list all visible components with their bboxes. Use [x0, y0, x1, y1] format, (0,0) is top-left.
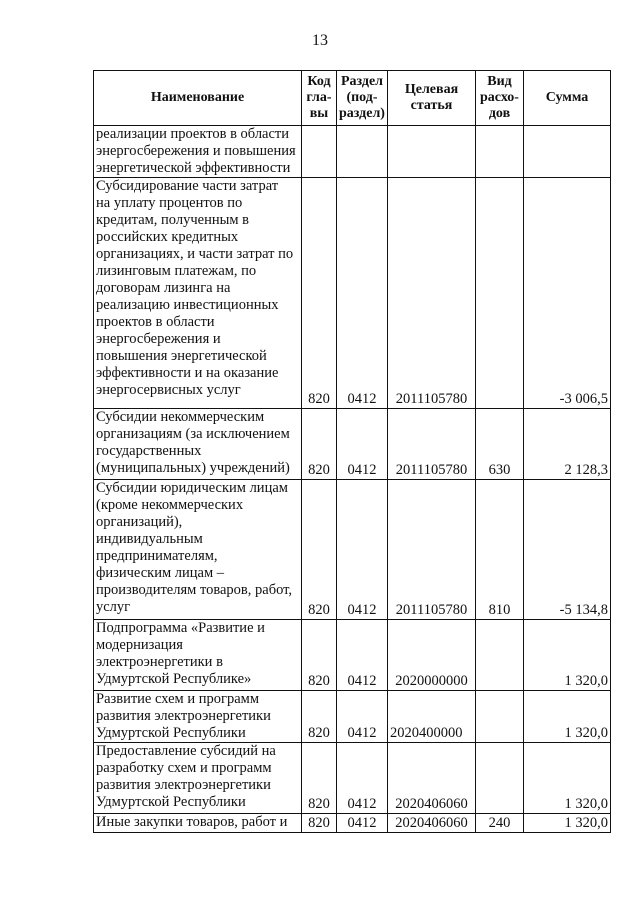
row-target: 2020406060 — [388, 814, 476, 833]
header-target-article: Целевая статья — [388, 71, 476, 126]
row-section: 0412 — [337, 480, 388, 620]
row-name: Подпрограмма «Развитие и модернизация электроэнергетики в Удмуртской Республике» — [94, 620, 302, 691]
row-name: Субсидирование части затрат на уплату процентов по кредитам, полученным в российских кредитных организациях, и части затрат по лизинговым платежам, по договорам лизинга на реализацию инвестиционных проектов в области энергосбережения и повышения энергетической эффективности и на оказание энергосервисных услуг — [94, 178, 302, 409]
table-row — [94, 126, 611, 178]
table-row — [94, 620, 611, 691]
row-chapter: 820 — [302, 814, 337, 833]
row-amount: 1 320,0 — [524, 691, 611, 743]
table-row — [94, 409, 611, 480]
header-expense-type: Вид расхо- дов — [476, 71, 524, 126]
row-section — [337, 126, 388, 178]
row-target: 2011105780 — [388, 409, 476, 480]
row-expense-type: 810 — [476, 480, 524, 620]
row-expense-type — [476, 178, 524, 409]
table-row — [94, 814, 611, 833]
row-amount: 1 320,0 — [524, 620, 611, 691]
header-section: Раздел (под- раздел) — [337, 71, 388, 126]
row-section: 0412 — [337, 691, 388, 743]
row-name: Иные закупки товаров, работ и — [94, 814, 302, 833]
row-amount: 1 320,0 — [524, 814, 611, 833]
row-expense-type: 630 — [476, 409, 524, 480]
row-amount — [524, 126, 611, 178]
row-expense-type — [476, 620, 524, 691]
row-amount: 2 128,3 — [524, 409, 611, 480]
row-chapter: 820 — [302, 409, 337, 480]
row-section: 0412 — [337, 620, 388, 691]
table-row — [94, 743, 611, 814]
table-row — [94, 691, 611, 743]
row-name: Субсидии некоммерческим организациям (за исключением государственных (муниципальных) учреждений) — [94, 409, 302, 480]
header-chapter-code: Код гла- вы — [302, 71, 337, 126]
row-amount: -3 006,5 — [524, 178, 611, 409]
page-number: 13 — [312, 32, 328, 49]
row-chapter: 820 — [302, 743, 337, 814]
row-chapter: 820 — [302, 620, 337, 691]
row-target: 2020000000 — [388, 620, 476, 691]
row-chapter: 820 — [302, 178, 337, 409]
row-expense-type — [476, 126, 524, 178]
row-expense-type — [476, 743, 524, 814]
row-target: 2020400000 — [388, 691, 476, 743]
row-target: 2020406060 — [388, 743, 476, 814]
row-name: Субсидии юридическим лицам (кроме некоммерческих организаций), индивидуальным предпринимателям, физическим лицам – производителям товаров, работ, услуг — [94, 480, 302, 620]
row-target: 2011105780 — [388, 480, 476, 620]
table-row — [94, 178, 611, 409]
row-name: Предоставление субсидий на разработку схем и программ развития электроэнергетики Удмуртской Республики — [94, 743, 302, 814]
row-chapter: 820 — [302, 691, 337, 743]
row-name: Развитие схем и программ развития электроэнергетики Удмуртской Республики — [94, 691, 302, 743]
row-section: 0412 — [337, 178, 388, 409]
row-amount: -5 134,8 — [524, 480, 611, 620]
table-row — [94, 480, 611, 620]
row-target: 2011105780 — [388, 178, 476, 409]
header-amount: Сумма — [524, 71, 611, 126]
budget-table — [93, 70, 611, 833]
row-name: реализации проектов в области энергосбережения и повышения энергетической эффективности — [94, 126, 302, 178]
row-chapter: 820 — [302, 480, 337, 620]
row-expense-type — [476, 691, 524, 743]
row-section: 0412 — [337, 814, 388, 833]
row-amount: 1 320,0 — [524, 743, 611, 814]
table-header-row — [94, 71, 611, 126]
row-section: 0412 — [337, 743, 388, 814]
row-chapter — [302, 126, 337, 178]
row-expense-type: 240 — [476, 814, 524, 833]
row-target — [388, 126, 476, 178]
header-name: Наименование — [94, 71, 302, 126]
row-section: 0412 — [337, 409, 388, 480]
